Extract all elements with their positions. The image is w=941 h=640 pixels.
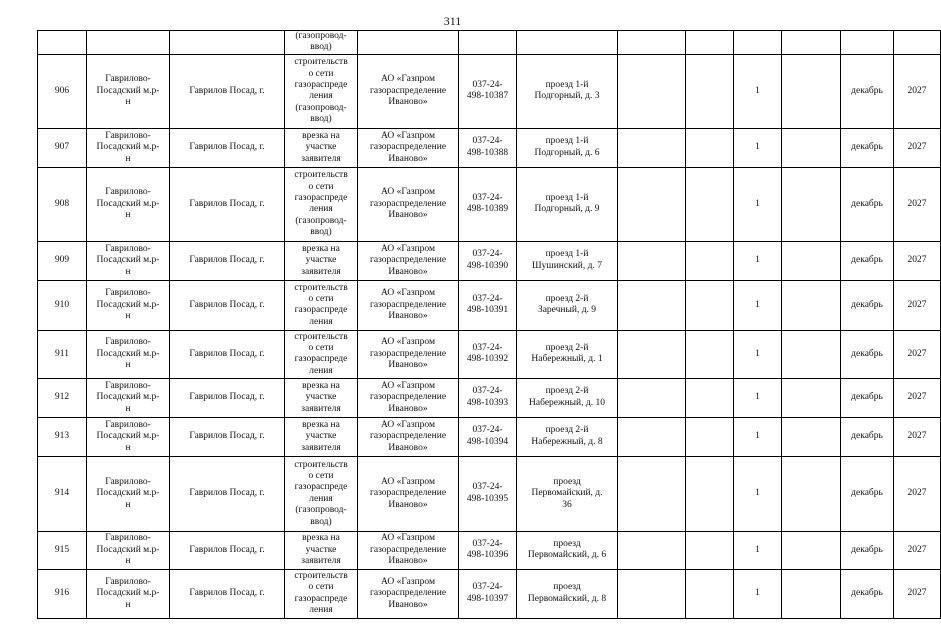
organization-cell: АО «Газпром газораспределение Иваново» [358,531,459,569]
locality-cell: Гаврилов Посад, г. [170,531,285,569]
work-type-cell: врезка на участке заявителя [285,417,358,456]
quantity-cell: 1 [734,167,782,241]
empty-cell [618,378,686,417]
row-number-cell: 913 [38,417,87,456]
row-number-cell: 908 [38,167,87,241]
empty-cell [618,167,686,241]
table-body [38,31,941,619]
address-cell: проезд 1-й Шушинский, д. 7 [517,241,618,280]
empty-cell [618,531,686,569]
locality-cell: Гаврилов Посад, г. [170,456,285,531]
locality-cell: Гаврилов Посад, г. [170,241,285,280]
year-cell: 2027 [894,417,941,456]
empty-cell [782,31,841,55]
organization-cell: АО «Газпром газораспределение Иваново» [358,241,459,280]
empty-cell [782,531,841,569]
empty-cell [782,330,841,378]
organization-cell: АО «Газпром газораспределение Иваново» [358,330,459,378]
application-code-cell [459,31,517,55]
district-cell: Гаврилово- Посадский м.р- н [87,241,170,280]
row-number-cell: 914 [38,456,87,531]
district-cell: Гаврилово- Посадский м.р- н [87,531,170,569]
table-row [38,280,941,330]
quantity-cell: 1 [734,417,782,456]
table-row [38,128,941,167]
year-cell: 2027 [894,280,941,330]
application-code-cell: 037-24- 498-10390 [459,241,517,280]
work-type-cell: врезка на участке заявителя [285,241,358,280]
work-type-cell: строительств о сети газораспреде ления (газопровод- ввод) [285,167,358,241]
organization-cell: АО «Газпром газораспределение Иваново» [358,378,459,417]
locality-cell: Гаврилов Посад, г. [170,569,285,618]
organization-cell [358,31,459,55]
table-row [38,330,941,378]
quantity-cell: 1 [734,378,782,417]
year-cell: 2027 [894,569,941,618]
work-type-cell: строительств о сети газораспреде ления (газопровод- ввод) [285,54,358,128]
table-row [38,241,941,280]
month-cell: декабрь [841,531,894,569]
row-number-cell: 910 [38,280,87,330]
empty-cell [686,128,734,167]
empty-cell [686,378,734,417]
address-cell: проезд Первомайский, д. 8 [517,569,618,618]
application-code-cell: 037-24- 498-10387 [459,54,517,128]
work-type-cell: строительств о сети газораспреде ления [285,280,358,330]
month-cell [841,31,894,55]
address-cell [517,31,618,55]
year-cell [894,31,941,55]
address-cell: проезд 1-й Подгорный, д. 6 [517,128,618,167]
table-row [38,569,941,618]
row-number-cell: 915 [38,531,87,569]
quantity-cell: 1 [734,280,782,330]
address-cell: проезд 2-й Набережный, д. 10 [517,378,618,417]
row-number-cell: 911 [38,330,87,378]
empty-cell [782,569,841,618]
locality-cell: Гаврилов Посад, г. [170,54,285,128]
empty-cell [686,330,734,378]
empty-cell [782,417,841,456]
empty-cell [686,456,734,531]
month-cell: декабрь [841,417,894,456]
row-number-cell: 916 [38,569,87,618]
address-cell: проезд Первомайский, д. 36 [517,456,618,531]
empty-cell [618,569,686,618]
month-cell: декабрь [841,54,894,128]
table-row [38,531,941,569]
year-cell: 2027 [894,167,941,241]
empty-cell [686,417,734,456]
work-type-cell: строительств о сети газораспреде ления (газопровод- ввод) [285,456,358,531]
district-cell: Гаврилово- Посадский м.р- н [87,167,170,241]
organization-cell: АО «Газпром газораспределение Иваново» [358,417,459,456]
registry-table [37,30,941,619]
empty-cell [618,128,686,167]
quantity-cell: 1 [734,54,782,128]
work-type-cell: врезка на участке заявителя [285,378,358,417]
organization-cell: АО «Газпром газораспределение Иваново» [358,569,459,618]
quantity-cell [734,31,782,55]
month-cell: декабрь [841,378,894,417]
empty-cell [618,54,686,128]
address-cell: проезд 2-й Набережный, д. 8 [517,417,618,456]
application-code-cell: 037-24- 498-10394 [459,417,517,456]
district-cell: Гаврилово- Посадский м.р- н [87,569,170,618]
empty-cell [782,378,841,417]
year-cell: 2027 [894,531,941,569]
application-code-cell: 037-24- 498-10389 [459,167,517,241]
year-cell: 2027 [894,378,941,417]
locality-cell: Гаврилов Посад, г. [170,378,285,417]
empty-cell [618,280,686,330]
quantity-cell: 1 [734,241,782,280]
empty-cell [686,167,734,241]
empty-cell [686,569,734,618]
organization-cell: АО «Газпром газораспределение Иваново» [358,54,459,128]
year-cell: 2027 [894,330,941,378]
locality-cell: Гаврилов Посад, г. [170,330,285,378]
address-cell: проезд 1-й Подгорный, д. 9 [517,167,618,241]
month-cell: декабрь [841,280,894,330]
page-number: 311 [443,14,462,28]
district-cell: Гаврилово- Посадский м.р- н [87,378,170,417]
row-number-cell: 906 [38,54,87,128]
address-cell: проезд 1-й Подгорный, д. 3 [517,54,618,128]
empty-cell [782,54,841,128]
application-code-cell: 037-24- 498-10395 [459,456,517,531]
empty-cell [782,128,841,167]
month-cell: декабрь [841,456,894,531]
empty-cell [618,31,686,55]
district-cell: Гаврилово- Посадский м.р- н [87,280,170,330]
empty-cell [618,241,686,280]
work-type-cell: строительств о сети газораспреде ления [285,569,358,618]
row-number-cell: 907 [38,128,87,167]
work-type-cell: (газопровод- ввод) [285,31,358,55]
empty-cell [686,280,734,330]
month-cell: декабрь [841,128,894,167]
application-code-cell: 037-24- 498-10391 [459,280,517,330]
district-cell [87,31,170,55]
quantity-cell: 1 [734,531,782,569]
empty-cell [686,241,734,280]
organization-cell: АО «Газпром газораспределение Иваново» [358,280,459,330]
month-cell: декабрь [841,330,894,378]
locality-cell: Гаврилов Посад, г. [170,280,285,330]
organization-cell: АО «Газпром газораспределение Иваново» [358,456,459,531]
address-cell: проезд 2-й Набережный, д. 1 [517,330,618,378]
empty-cell [618,330,686,378]
district-cell: Гаврилово- Посадский м.р- н [87,54,170,128]
year-cell: 2027 [894,54,941,128]
work-type-cell: врезка на участке заявителя [285,531,358,569]
quantity-cell: 1 [734,128,782,167]
application-code-cell: 037-24- 498-10388 [459,128,517,167]
empty-cell [782,167,841,241]
table-row [38,417,941,456]
application-code-cell: 037-24- 498-10397 [459,569,517,618]
row-number-cell [38,31,87,55]
empty-cell [782,456,841,531]
application-code-cell: 037-24- 498-10393 [459,378,517,417]
empty-cell [782,280,841,330]
empty-cell [686,531,734,569]
district-cell: Гаврилово- Посадский м.р- н [87,417,170,456]
locality-cell [170,31,285,55]
locality-cell: Гаврилов Посад, г. [170,128,285,167]
month-cell: декабрь [841,569,894,618]
application-code-cell: 037-24- 498-10392 [459,330,517,378]
address-cell: проезд Первомайский, д. 6 [517,531,618,569]
table-row [38,167,941,241]
organization-cell: АО «Газпром газораспределение Иваново» [358,167,459,241]
organization-cell: АО «Газпром газораспределение Иваново» [358,128,459,167]
empty-cell [686,31,734,55]
district-cell: Гаврилово- Посадский м.р- н [87,330,170,378]
quantity-cell: 1 [734,456,782,531]
row-number-cell: 912 [38,378,87,417]
district-cell: Гаврилово- Посадский м.р- н [87,456,170,531]
month-cell: декабрь [841,167,894,241]
year-cell: 2027 [894,241,941,280]
month-cell: декабрь [841,241,894,280]
row-number-cell: 909 [38,241,87,280]
year-cell: 2027 [894,128,941,167]
table-row [38,31,941,55]
work-type-cell: врезка на участке заявителя [285,128,358,167]
empty-cell [686,54,734,128]
empty-cell [782,241,841,280]
empty-cell [618,417,686,456]
empty-cell [618,456,686,531]
locality-cell: Гаврилов Посад, г. [170,167,285,241]
application-code-cell: 037-24- 498-10396 [459,531,517,569]
year-cell: 2027 [894,456,941,531]
address-cell: проезд 2-й Заречный, д. 9 [517,280,618,330]
quantity-cell: 1 [734,330,782,378]
quantity-cell: 1 [734,569,782,618]
work-type-cell: строительств о сети газораспреде ления [285,330,358,378]
locality-cell: Гаврилов Посад, г. [170,417,285,456]
table-row [38,54,941,128]
district-cell: Гаврилово- Посадский м.р- н [87,128,170,167]
table-row [38,378,941,417]
table-row [38,456,941,531]
